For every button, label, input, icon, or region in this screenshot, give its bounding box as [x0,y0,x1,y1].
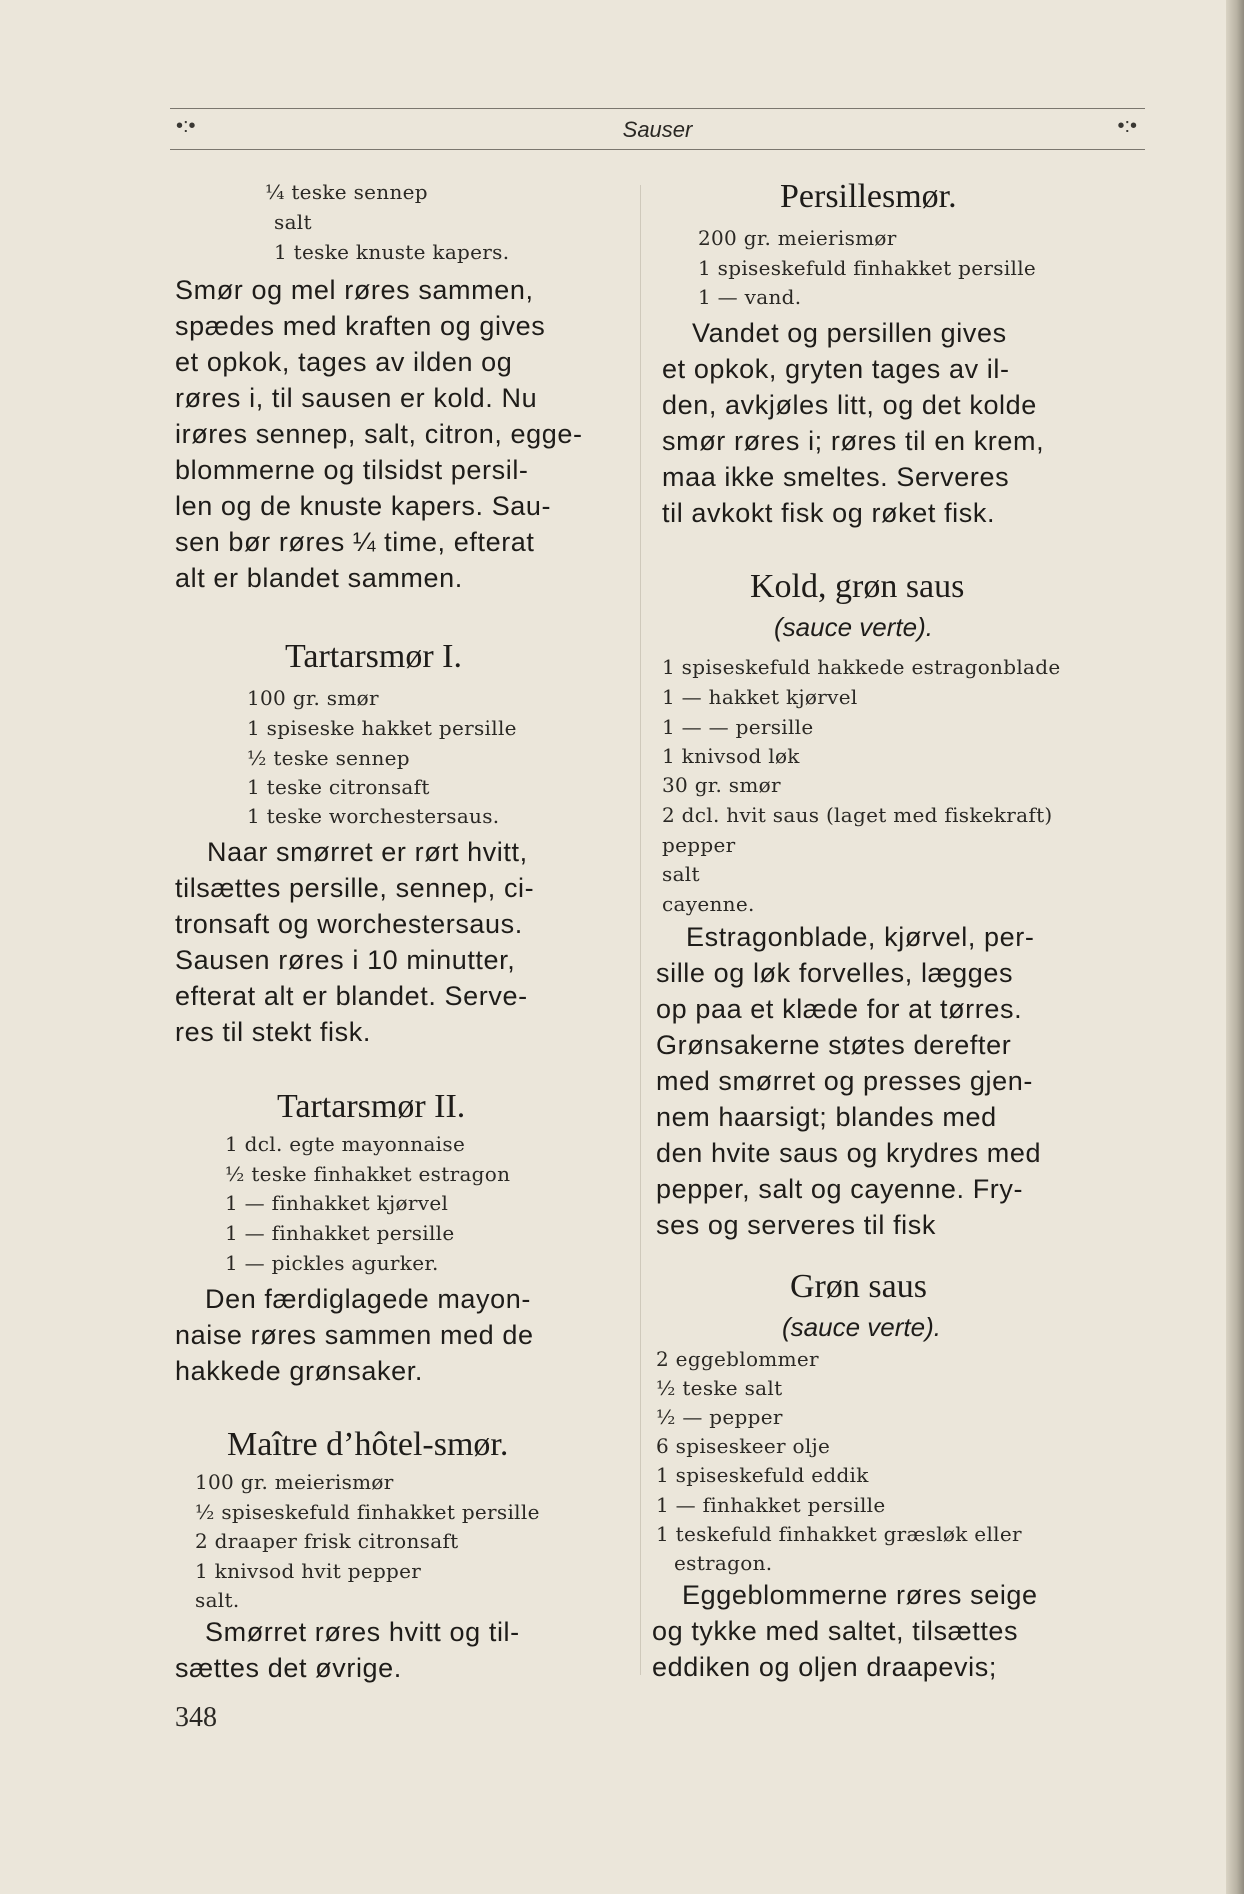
ingredient-line: ½ teske salt [656,1376,783,1400]
ingredient-line: 1 — pickles agurker. [225,1251,439,1275]
ingredient-line: ½ teske finhakket estragon [225,1162,511,1186]
ingredient-line: 200 gr. meierismør [698,226,897,250]
body-line: pepper, salt og cayenne. Fry- [656,1174,1024,1204]
ingredient-line: 1 dcl. egte mayonnaise [225,1132,466,1156]
ingredient-line: ½ — pepper [656,1405,783,1429]
column-divider [640,185,641,1675]
page-edge [1226,0,1244,1894]
ingredient-line: 1 teske worchestersaus. [247,804,500,828]
ingredient-line: 1 teskefuld finhakket græsløk eller [656,1522,1022,1546]
body-line: et opkok, tages av ilden og [175,347,513,377]
body-line: Naar smørret er rørt hvitt, [207,837,528,867]
ornament-left-icon: •:• [176,115,196,137]
recipe-subheading: (sauce verte). [782,1312,941,1342]
ingredient-line: 100 gr. smør [247,686,379,710]
body-line: Estragonblade, kjørvel, per- [686,922,1035,952]
body-line: et opkok, gryten tages av il- [662,354,1010,384]
body-line: Smørret røres hvitt og til- [205,1617,520,1647]
body-line: Grønsakerne støtes derefter [656,1030,1012,1060]
body-line: smør røres i; røres til en krem, [662,426,1045,456]
body-line: nem haarsigt; blandes med [656,1102,997,1132]
ingredient-line: 1 spiseskefuld hakkede estragonblade [662,655,1061,679]
body-line: røres i, til sausen er kold. Nu [175,383,538,413]
page-number: 348 [175,1702,217,1733]
ingredient-line: 1 — finhakket persille [656,1493,886,1517]
body-line: Den færdiglagede mayon- [205,1284,531,1314]
ingredient-line: 2 draaper frisk citronsaft [195,1529,459,1553]
body-line: eddiken og oljen draapevis; [652,1652,997,1682]
body-line: irøres sennep, salt, citron, egge- [175,419,583,449]
ingredient-line: salt. [195,1588,240,1612]
ingredient-line: 1 teske citronsaft [247,775,430,799]
ingredient-line: cayenne. [662,892,755,916]
body-line: Eggeblommerne røres seige [682,1580,1038,1610]
ingredient-line: 1 — finhakket kjørvel [225,1191,449,1215]
body-line: ses og serveres til fisk [656,1210,936,1240]
body-line: sille og løk forvelles, lægges [656,958,1014,988]
ingredient-line: 6 spiseskeer olje [656,1434,831,1458]
recipe-heading: Kold, grøn saus [750,568,965,605]
ingredient-line: 1 spiseske hakket persille [247,716,517,740]
ingredient-line: 1 spiseskefuld finhakket persille [698,256,1037,280]
header-title: Sauser [622,117,693,142]
running-header [170,108,1145,150]
ingredient-line: ½ teske sennep [247,746,410,770]
body-line: alt er blandet sammen. [175,563,463,593]
body-line: Smør og mel røres sammen, [175,275,534,305]
body-line: blommerne og tilsidst persil- [175,455,529,485]
ingredient-line: estragon. [674,1551,773,1575]
body-line: den, avkjøles litt, og det kolde [662,390,1037,420]
ingredient-line: pepper [662,833,736,857]
body-line: den hvite saus og krydres med [656,1138,1042,1168]
ingredient-line: ½ spiseskefuld finhakket persille [195,1500,540,1524]
body-line: til avkokt fisk og røket fisk. [662,498,996,528]
recipe-heading: Grøn saus [790,1268,927,1305]
ingredient-line: 100 gr. meierismør [195,1470,394,1494]
ingredient-line: salt [662,862,700,886]
ingredient-line: 1 knivsod hvit pepper [195,1559,422,1583]
body-line: Sausen røres i 10 minutter, [175,945,516,975]
ingredient-line: 1 teske knuste kapers. [274,240,510,264]
body-line: naise røres sammen med de [175,1320,534,1350]
body-line: tilsættes persille, sennep, ci- [175,873,535,903]
body-line: Vandet og persillen gives [692,318,1007,348]
body-line: maa ikke smeltes. Serveres [662,462,1010,492]
ingredient-line: salt [274,210,312,234]
body-line: res til stekt fisk. [175,1017,371,1047]
ingredient-line: 1 spiseskefuld eddik [656,1463,869,1487]
recipe-heading: Tartarsmør I. [285,638,462,675]
recipe-heading: Persillesmør. [780,178,957,215]
ingredient-line: 1 — finhakket persille [225,1221,455,1245]
body-line: len og de knuste kapers. Sau- [175,491,552,521]
body-line: spædes med kraften og gives [175,311,546,341]
ingredient-line: 2 eggeblommer [656,1347,819,1371]
ingredient-line: 1 — vand. [698,285,802,309]
ingredient-line: 2 dcl. hvit saus (laget med fiskekraft) [662,803,1053,827]
recipe-subheading: (sauce verte). [774,612,933,642]
body-line: op paa et klæde for at tørres. [656,994,1023,1024]
body-line: sættes det øvrige. [175,1653,402,1683]
body-line: tronsaft og worchestersaus. [175,909,523,939]
ornament-right-icon: •:• [1117,115,1137,137]
ingredient-line: ¼ teske sennep [265,180,428,204]
ingredient-line: 1 knivsod løk [662,744,800,768]
body-line: sen bør røres ¼ time, efterat [175,527,535,557]
body-line: hakkede grønsaker. [175,1356,423,1386]
ingredient-line: 1 — hakket kjørvel [662,685,858,709]
body-line: med smørret og presses gjen- [656,1066,1033,1096]
body-line: og tykke med saltet, tilsættes [652,1616,1019,1646]
ingredient-line: 1 — — persille [662,715,814,739]
recipe-heading: Tartarsmør II. [277,1088,466,1125]
body-line: efterat alt er blandet. Serve- [175,981,528,1011]
ingredient-line: 30 gr. smør [662,773,781,797]
recipe-heading: Maître d’hôtel-smør. [227,1426,509,1463]
